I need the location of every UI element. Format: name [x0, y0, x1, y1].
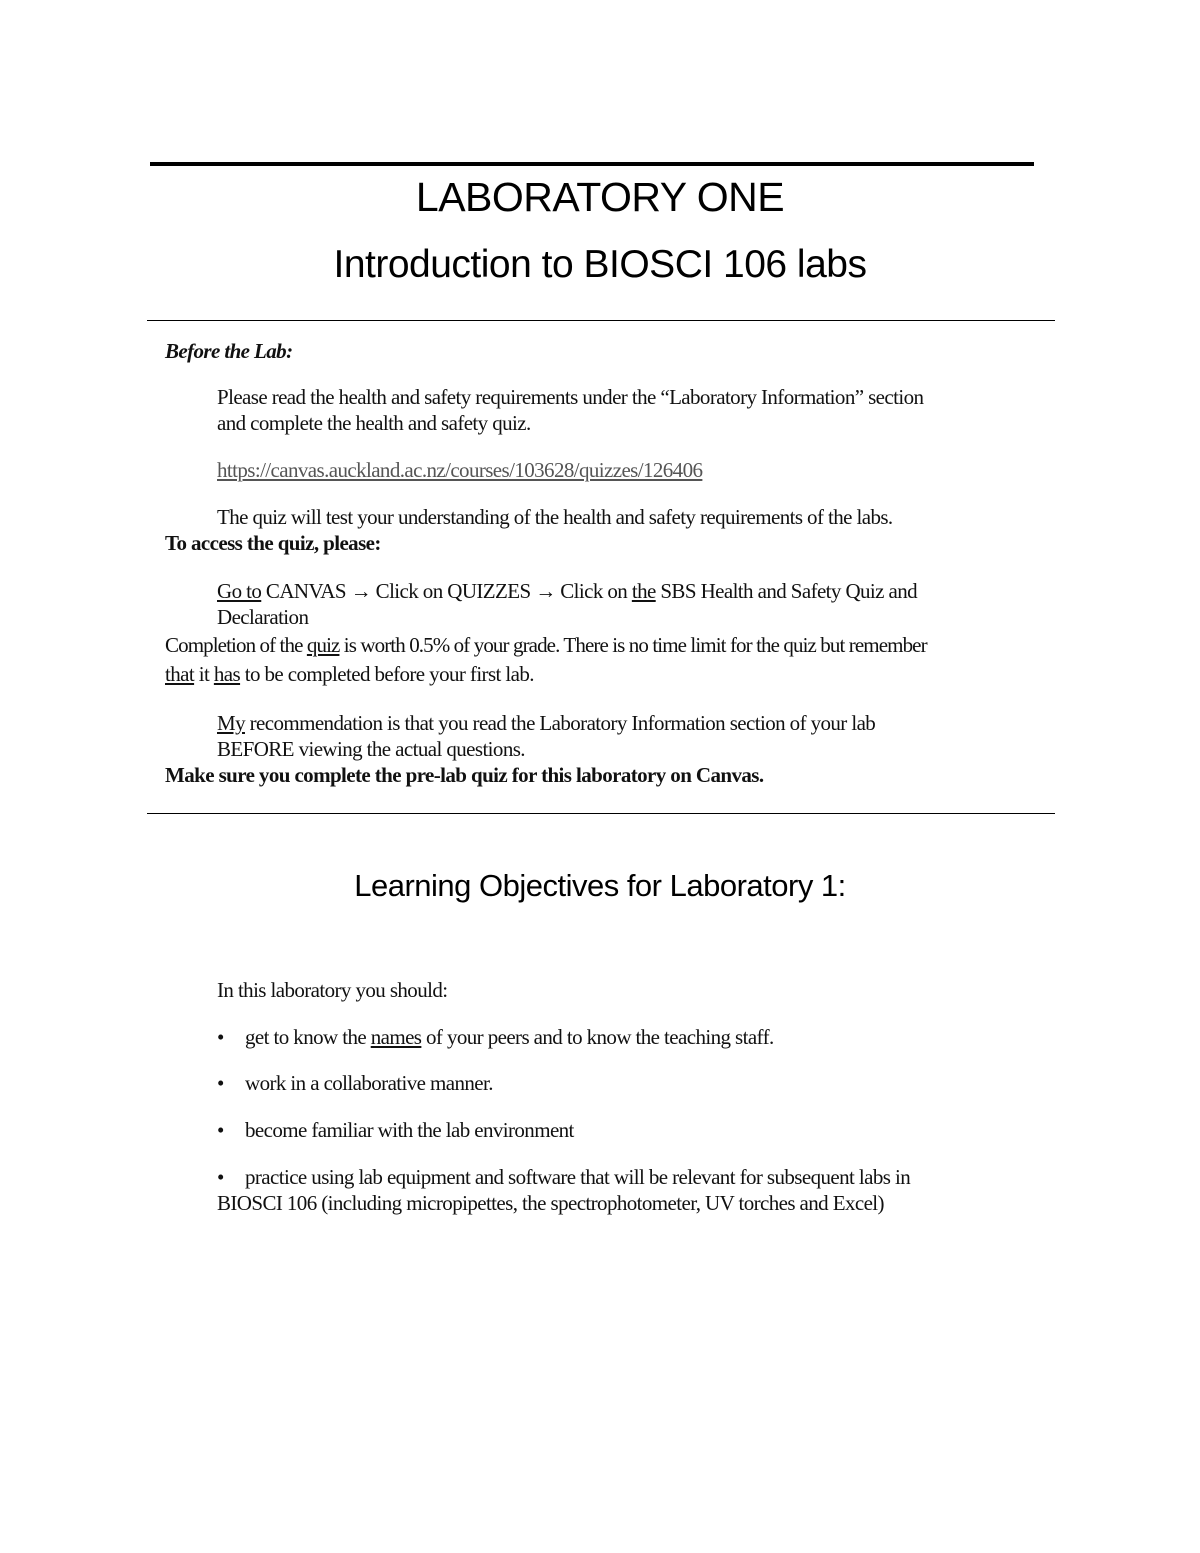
prelab-reminder: Make sure you complete the pre-lab quiz for this laboratory on Canvas.: [165, 763, 764, 787]
objective-2-text: work in a collaborative manner.: [245, 1071, 493, 1095]
quiz-test-text: The quiz will test your understanding of the health and safety requirements of the labs.: [217, 505, 893, 529]
objective-item-4: [217, 1164, 910, 1190]
quiz-steps-line-1: [217, 578, 917, 604]
objective-4-line-1: practice using lab equipment and software that will be relevant for subsequent labs in: [245, 1165, 911, 1189]
completion-has-text: has: [213, 662, 241, 686]
section-divider-top: [147, 320, 1055, 321]
completion-quiz-text: quiz: [306, 633, 340, 657]
go-to-text: Go to: [217, 579, 262, 603]
health-safety-line-2: and complete the health and safety quiz.: [217, 411, 531, 435]
access-quiz-heading: To access the quiz, please:: [165, 531, 381, 555]
recommendation-line-2: BEFORE viewing the actual questions.: [217, 737, 525, 761]
before-lab-heading: Before the Lab:: [165, 339, 293, 363]
steps-end-text: SBS Health and Safety Quiz and: [655, 579, 918, 603]
page-title: LABORATORY ONE: [415, 174, 785, 220]
bullet-icon: •: [217, 1071, 224, 1095]
completion-line-1: [165, 632, 927, 658]
bullet-icon: •: [217, 1118, 224, 1142]
completion-that-text: that: [165, 662, 195, 686]
recommendation-my-text: My: [217, 711, 245, 735]
page-subtitle: Introduction to BIOSCI 106 labs: [333, 243, 867, 286]
recommendation-post-text: recommendation is that you read the Laboratory Information section of your lab: [244, 711, 876, 735]
steps-the-text: the: [631, 579, 656, 603]
objective-1-names: names: [370, 1025, 422, 1049]
objective-item-3: [217, 1117, 574, 1143]
steps-middle-text: CANVAS → Click on QUIZZES → Click on: [261, 579, 632, 603]
quiz-steps-line-2: Declaration: [217, 605, 309, 629]
objectives-heading: Learning Objectives for Laboratory 1:: [354, 868, 846, 903]
objectives-intro: In this laboratory you should:: [217, 978, 448, 1002]
completion-pre-text: Completion of the: [165, 633, 307, 657]
bullet-icon: •: [217, 1025, 224, 1049]
top-rule: [150, 162, 1034, 166]
completion-line-2: [165, 661, 534, 687]
recommendation-line-1: [217, 710, 875, 736]
completion-post-text: is worth 0.5% of your grade. There is no time limit for the quiz but remember: [339, 633, 927, 657]
quiz-link[interactable]: https://canvas.auckland.ac.nz/courses/103628/quizzes/126406: [217, 458, 703, 482]
objective-1-post: of your peers and to know the teaching staff.: [421, 1025, 774, 1049]
completion-it-text: it: [194, 662, 214, 686]
completion-post2-text: to be completed before your first lab.: [240, 662, 534, 686]
objective-item-1: [217, 1024, 774, 1050]
health-safety-line-1: Please read the health and safety requirements under the “Laboratory Information” section: [217, 385, 924, 409]
bullet-icon: •: [217, 1165, 224, 1189]
objective-1-pre: get to know the: [245, 1025, 371, 1049]
objective-item-4-line-2: BIOSCI 106 (including micropipettes, the spectrophotometer, UV torches and Excel): [217, 1191, 884, 1215]
objective-item-2: [217, 1070, 493, 1096]
objective-3-text: become familiar with the lab environment: [245, 1118, 574, 1142]
section-divider-bottom: [147, 813, 1055, 814]
